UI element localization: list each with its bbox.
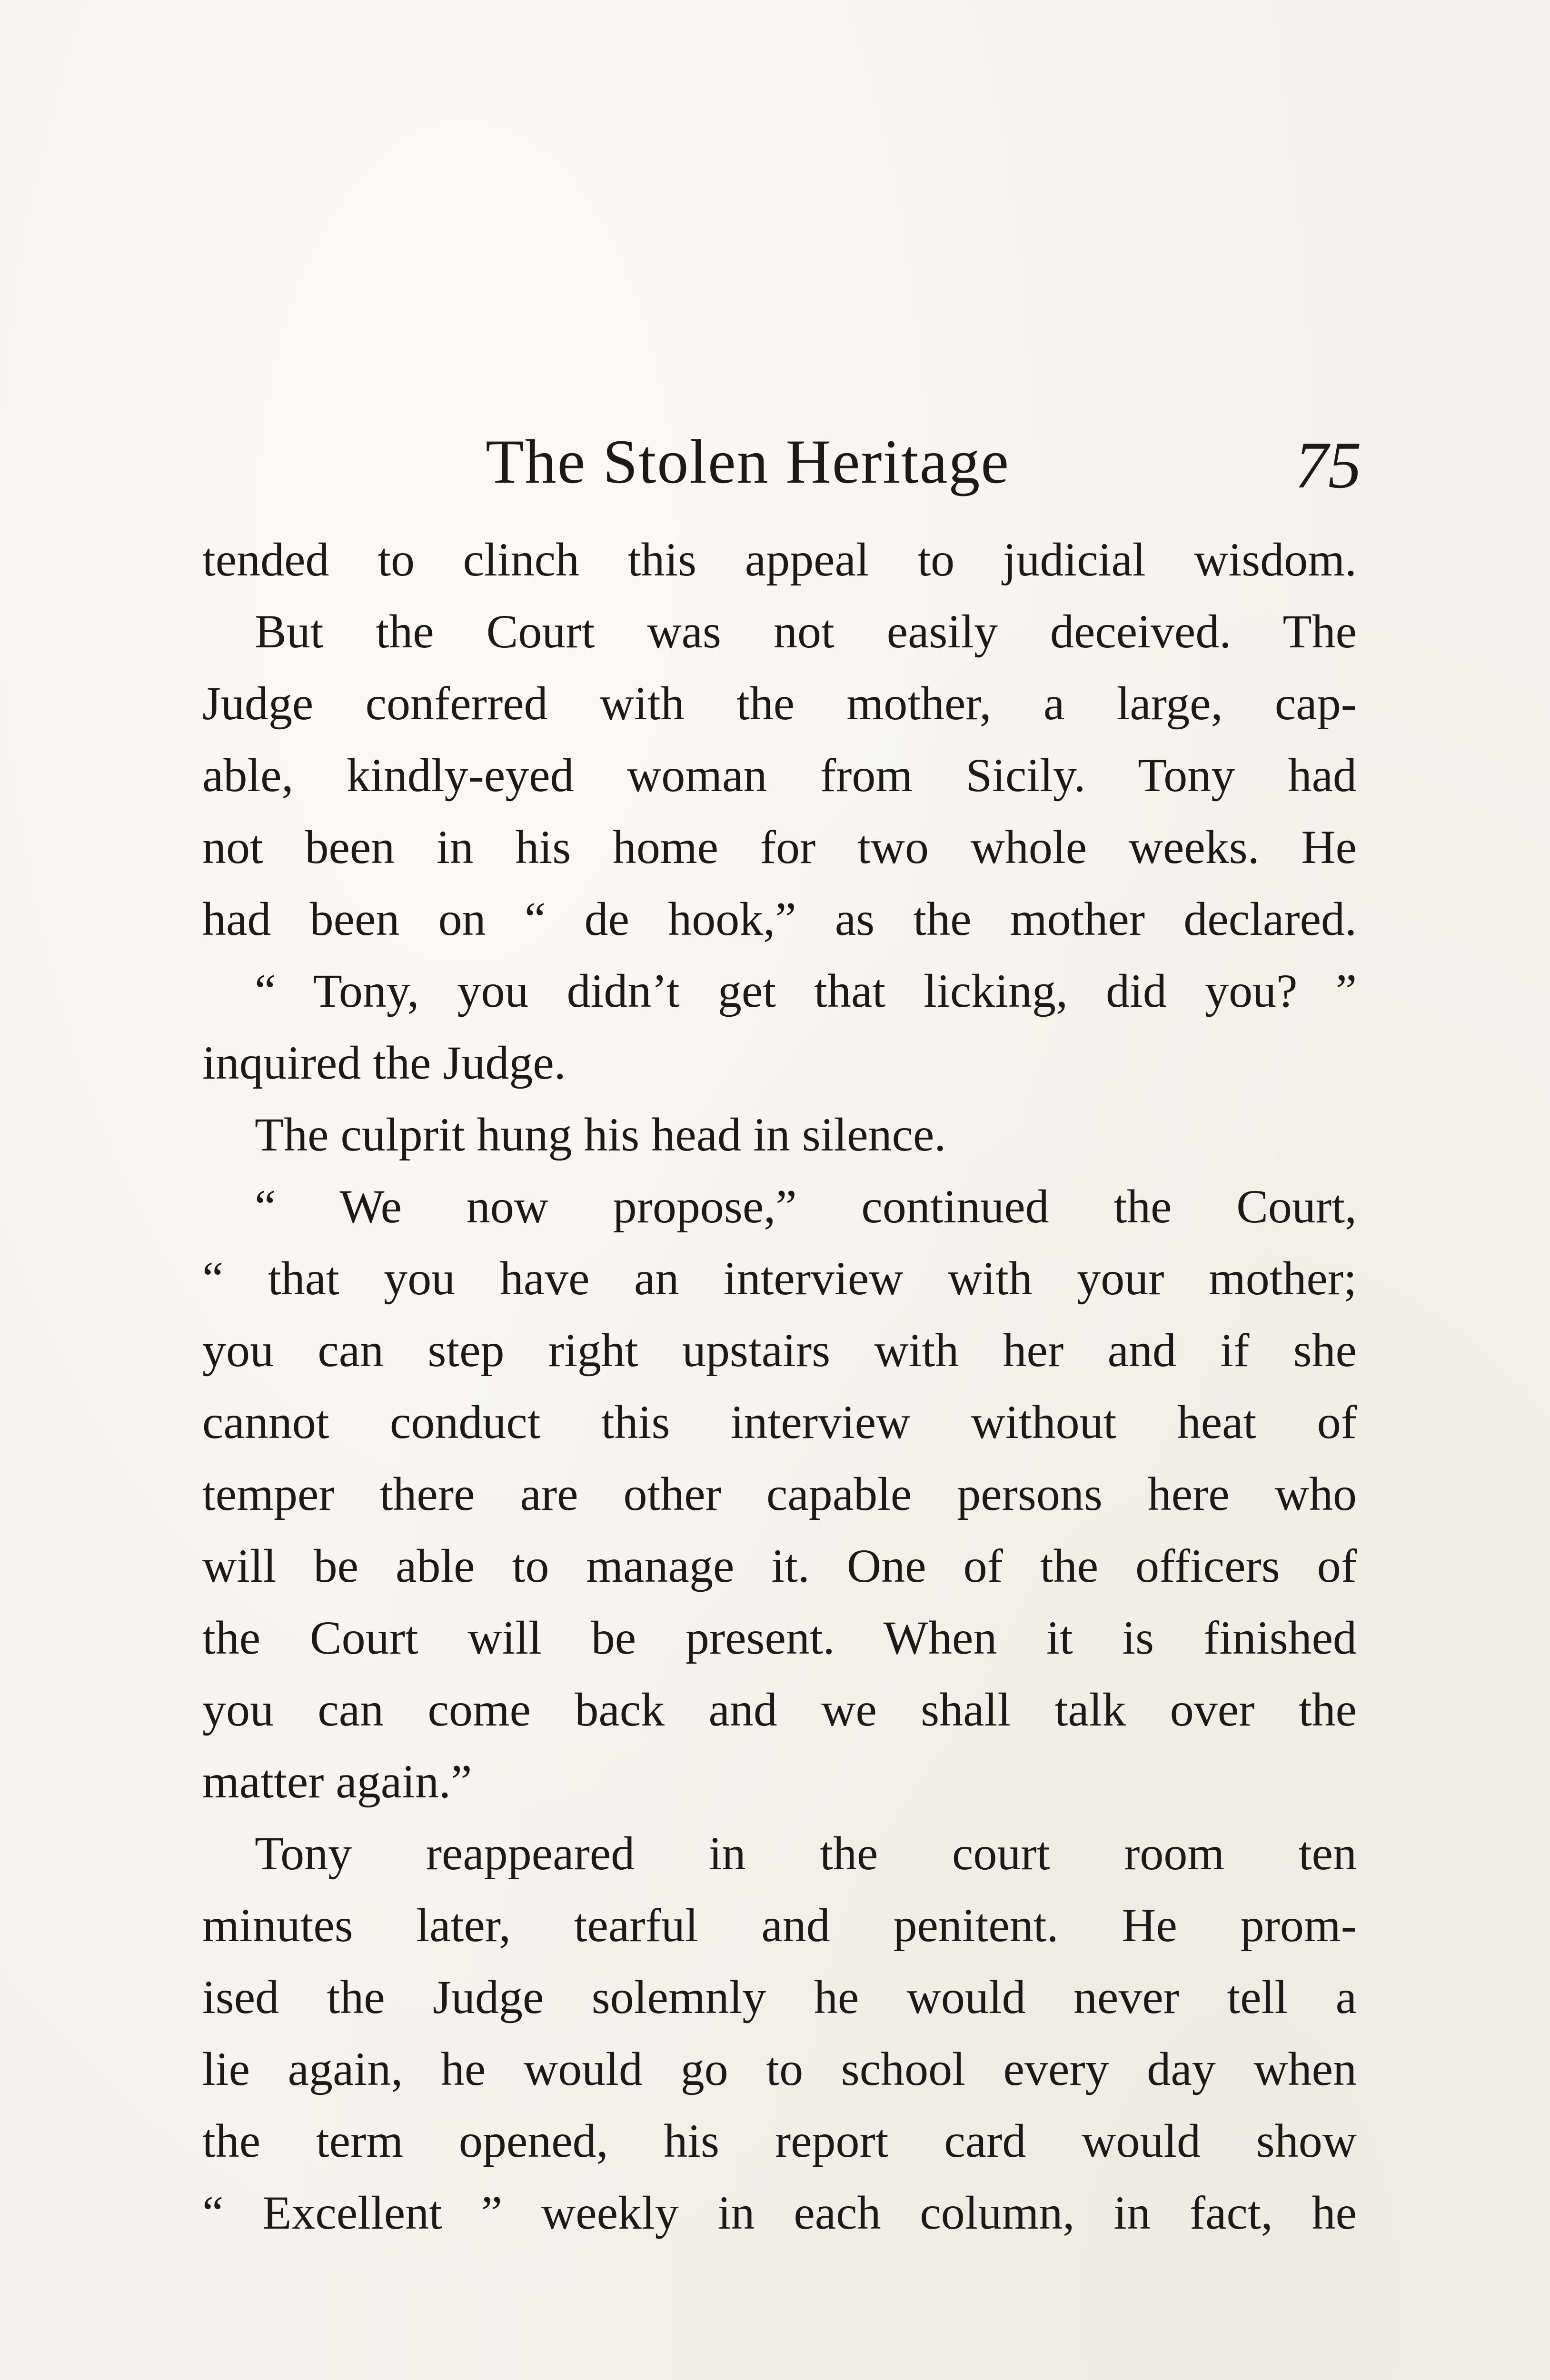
text-line: tended to clinch this appeal to judicial wisdom. — [202, 533, 1357, 586]
text-line: will be able to manage it. One of the officers of — [202, 1539, 1357, 1592]
text-line: matter again.” — [202, 1755, 472, 1808]
text-line: Judge conferred with the mother, a large, cap- — [202, 677, 1357, 730]
text-line: able, kindly-eyed woman from Sicily. Tony had — [202, 749, 1357, 802]
text-line: had been on “ de hook,” as the mother declared. — [202, 892, 1357, 945]
page-number: 75 — [1295, 428, 1361, 502]
text-line: But the Court was not easily deceived. The — [255, 605, 1357, 658]
text-line: “ Tony, you didn’t get that licking, did you? ” — [255, 964, 1357, 1017]
text-line: “ Excellent ” weekly in each column, in fact, he — [202, 2186, 1357, 2239]
text-line: the Court will be present. When it is finished — [202, 1611, 1357, 1664]
text-line: you can step right upstairs with her and if she — [202, 1324, 1357, 1377]
text-line: inquired the Judge. — [202, 1036, 566, 1089]
text-line: temper there are other capable persons here who — [202, 1468, 1357, 1520]
text-line: The culprit hung his head in silence. — [255, 1108, 946, 1161]
running-head — [486, 419, 1361, 505]
text-line: lie again, he would go to school every day when — [202, 2043, 1357, 2095]
text-line: “ that you have an interview with your mother; — [202, 1252, 1357, 1305]
text-line: ised the Judge solemnly he would never tell a — [202, 1971, 1357, 2023]
text-line: “ We now propose,” continued the Court, — [255, 1180, 1357, 1233]
text-line: you can come back and we shall talk over the — [202, 1683, 1357, 1736]
text-line: the term opened, his report card would show — [202, 2114, 1357, 2167]
text-line: minutes later, tearful and penitent. He prom- — [202, 1899, 1357, 1952]
text-line: Tony reappeared in the court room ten — [255, 1827, 1357, 1880]
text-line: cannot conduct this interview without heat of — [202, 1396, 1357, 1448]
body-text — [202, 524, 1357, 2249]
running-title: The Stolen Heritage — [486, 426, 1010, 496]
text-line: not been in his home for two whole weeks. He — [202, 821, 1357, 873]
